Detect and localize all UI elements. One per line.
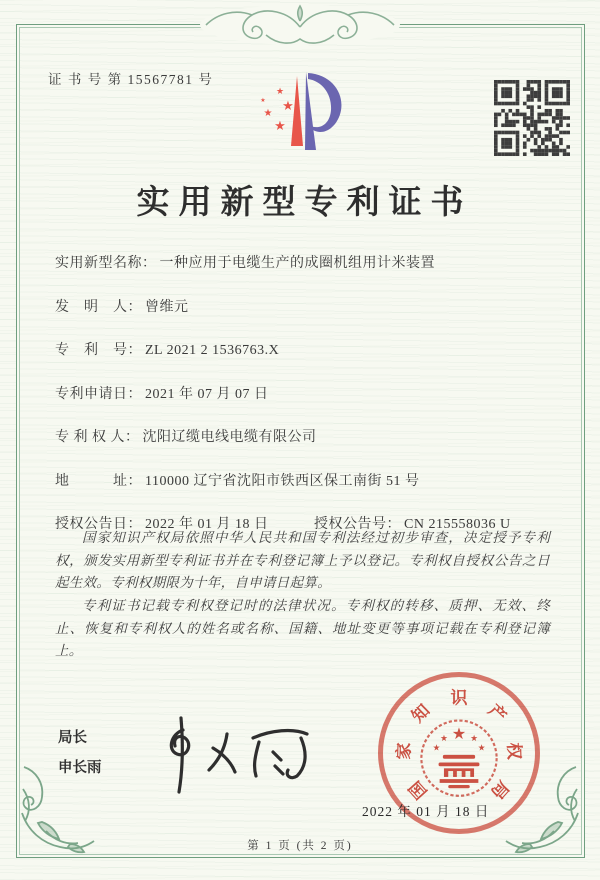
field-list xyxy=(55,252,562,557)
svg-text:★: ★ xyxy=(440,733,448,744)
field-value: 2021 年 07 月 07 日 xyxy=(145,386,269,402)
field-row xyxy=(55,470,562,490)
director-signature xyxy=(135,708,325,803)
legal-paragraph: 国家知识产权局依照中华人民共和国专利法经过初步审查，决定授予专利权，颁发实用新型专利证书并在专利登记簿上予以登记。专利权自授权公告之日起生效。专利权期限为十年，自申请日起算。 xyxy=(55,530,550,591)
svg-text:★: ★ xyxy=(282,99,294,114)
field-label: 实用新型名称： xyxy=(55,256,157,271)
svg-text:★: ★ xyxy=(275,87,285,97)
field-value: 110000 辽宁省沈阳市铁西区保工南街 51 号 xyxy=(145,473,420,489)
grant-no-label: 授权公告号： xyxy=(314,517,401,532)
field-row xyxy=(55,383,562,403)
cnipa-logo-icon xyxy=(250,66,350,170)
field-label: 地 址： xyxy=(55,473,142,489)
svg-text:★: ★ xyxy=(470,733,478,744)
field-row xyxy=(55,339,562,359)
seal-ring-char: 权 xyxy=(504,742,524,760)
director-role-label: 局长 xyxy=(58,730,87,746)
svg-text:★: ★ xyxy=(274,119,286,134)
national-emblem-icon xyxy=(416,713,502,799)
field-value: 曾维元 xyxy=(145,299,189,315)
seal-ring-char: 家 xyxy=(394,742,414,760)
seal-ring-char: 产 xyxy=(484,700,510,727)
seal-ring-char: 知 xyxy=(408,700,434,727)
field-label: 专利申请日： xyxy=(55,386,142,402)
director-name-label: 申长雨 xyxy=(58,760,102,776)
grant-no-value: CN 215558036 U xyxy=(404,517,511,532)
grant-date-value: 2022 年 01 月 18 日 xyxy=(145,517,269,532)
svg-text:★: ★ xyxy=(477,743,486,754)
field-label: 专 利 号： xyxy=(55,343,142,358)
seal-ring-char: 局 xyxy=(487,777,513,803)
field-label: 专 利 权 人： xyxy=(55,430,140,445)
certificate-number: 证 书 号 第 15567781 号 xyxy=(48,72,214,87)
legal-text xyxy=(55,527,550,663)
field-label: 发 明 人： xyxy=(55,299,142,315)
field-value: 一种应用于电缆生产的成圈机组用计米装置 xyxy=(159,256,435,271)
top-border-ornament xyxy=(170,1,430,49)
field-value: 沈阳辽缆电线电缆有限公司 xyxy=(142,430,317,445)
svg-text:★: ★ xyxy=(263,108,273,119)
field-row xyxy=(55,296,562,316)
grant-date-label: 授权公告日： xyxy=(55,517,142,532)
field-row xyxy=(55,426,562,446)
qr-code xyxy=(494,80,570,156)
certificate-title: 实用新型专利证书 xyxy=(136,185,473,221)
seal-ring-char: 国 xyxy=(405,777,431,803)
svg-text:★: ★ xyxy=(451,723,467,743)
svg-text:★: ★ xyxy=(260,97,266,104)
seal-ring-char: 识 xyxy=(450,688,468,708)
seal-date: 2022 年 01 月 18 日 xyxy=(362,804,490,819)
field-row xyxy=(55,252,562,272)
field-value: ZL 2021 2 1536763.X xyxy=(145,343,280,358)
page-number: 第 1 页 (共 2 页) xyxy=(247,840,353,852)
svg-text:★: ★ xyxy=(432,743,441,754)
legal-paragraph: 专利证书记载专利权登记时的法律状况。专利权的转移、质押、无效、终止、恢复和专利权人的姓名或名称、国籍、地址变更等事项记载在专利登记簿上。 xyxy=(55,598,550,659)
